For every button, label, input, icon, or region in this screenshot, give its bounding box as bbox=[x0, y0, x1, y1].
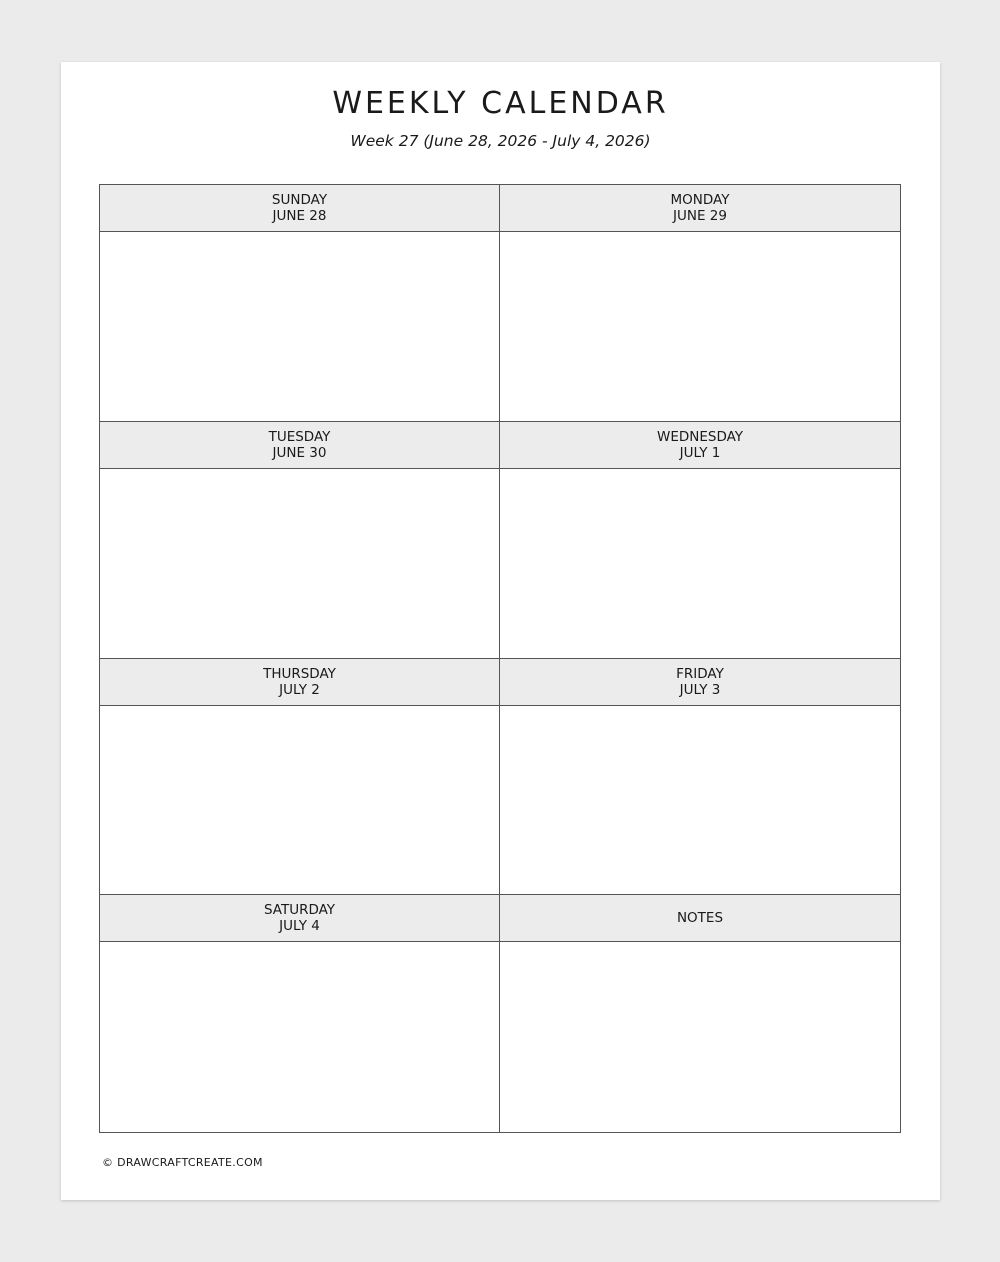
day-date: JUNE 30 bbox=[272, 444, 327, 461]
day-date: JULY 4 bbox=[279, 918, 320, 935]
day-name: WEDNESDAY bbox=[656, 428, 744, 445]
day-name: SUNDAY bbox=[271, 192, 328, 208]
day-cell-sunday bbox=[100, 185, 500, 422]
day-writing-area[interactable] bbox=[500, 469, 900, 658]
notes-header bbox=[500, 895, 900, 942]
day-name: THURSDAY bbox=[263, 665, 336, 682]
day-writing-area[interactable] bbox=[100, 232, 499, 421]
day-name: SATURDAY bbox=[263, 902, 336, 919]
calendar-sheet bbox=[61, 62, 940, 1200]
day-writing-area[interactable] bbox=[100, 706, 499, 895]
day-writing-area[interactable] bbox=[100, 469, 499, 658]
day-cell-monday bbox=[500, 185, 900, 422]
day-name: TUESDAY bbox=[268, 428, 331, 445]
day-header bbox=[100, 659, 499, 706]
day-writing-area[interactable] bbox=[500, 706, 900, 895]
day-date: JUNE 29 bbox=[673, 208, 727, 224]
day-cell-thursday bbox=[100, 659, 500, 896]
day-header bbox=[100, 895, 499, 942]
day-header bbox=[500, 422, 900, 469]
notes-cell bbox=[500, 895, 900, 1132]
day-cell-tuesday bbox=[100, 422, 500, 659]
notes-label: NOTES bbox=[676, 910, 724, 927]
week-subtitle: Week 27 (June 28, 2026 - July 4, 2026) bbox=[350, 132, 651, 150]
day-header bbox=[100, 185, 499, 232]
day-header bbox=[500, 659, 900, 706]
day-cell-friday bbox=[500, 659, 900, 896]
day-writing-area[interactable] bbox=[500, 232, 900, 421]
week-grid bbox=[99, 184, 901, 1133]
day-date: JULY 1 bbox=[679, 444, 721, 461]
day-name: FRIDAY bbox=[676, 665, 724, 682]
day-header bbox=[100, 422, 499, 469]
copyright-footer: © DRAWCRAFTCREATE.COM bbox=[102, 1156, 263, 1169]
day-date: JULY 3 bbox=[679, 681, 721, 698]
page-title: WEEKLY CALENDAR bbox=[332, 86, 669, 121]
day-header bbox=[500, 185, 900, 232]
day-date: JULY 2 bbox=[279, 681, 320, 698]
day-date: JUNE 28 bbox=[272, 208, 327, 224]
day-writing-area[interactable] bbox=[100, 942, 499, 1132]
day-name: MONDAY bbox=[670, 192, 730, 208]
day-cell-saturday bbox=[100, 895, 500, 1132]
day-cell-wednesday bbox=[500, 422, 900, 659]
notes-writing-area[interactable] bbox=[500, 942, 900, 1132]
